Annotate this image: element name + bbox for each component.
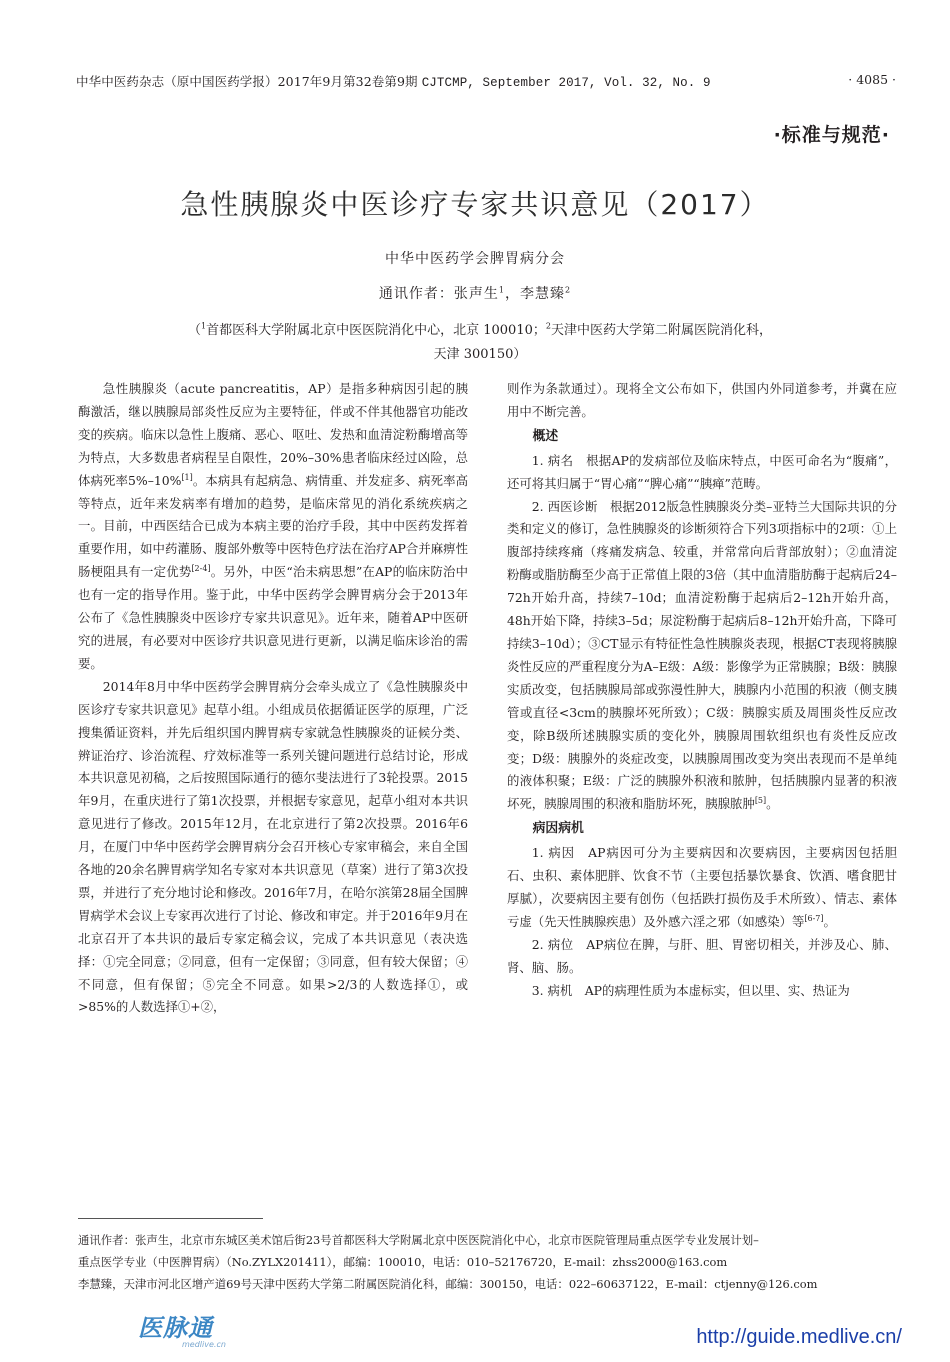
footnote-line: 李慧臻，天津市河北区增产道69号天津中医药大学第二附属医院消化科，邮编：300150，电话：022–60637122，E-mail：ctjenny@126.com	[78, 1277, 818, 1291]
author-line	[0, 283, 950, 303]
paragraph	[507, 496, 897, 817]
text: 。	[766, 796, 779, 812]
paragraph	[78, 378, 468, 676]
author-label: 通讯作者：	[378, 286, 454, 302]
affiliation-1: 首都医科大学附属北京中医医院消化中心，北京 100010；	[206, 323, 546, 338]
section-heading: 概述	[532, 428, 559, 444]
author-affil-sup: 1	[498, 285, 505, 295]
affiliation-2: 天津中医药大学第二附属医院消化科，	[550, 323, 772, 338]
text: 。另外，中医“治未病思想”在AP的临床防治中也有一定的指导作用。鉴于此，中华中医药学会脾胃病分会于2013年公布了《急性胰腺炎中医诊疗专家共识意见》。近年来，随着AP中医研究的进展，有必要对中医诊疗共识意见进行更新，以满足临床诊治的需要。	[78, 564, 468, 671]
text: 。	[823, 913, 836, 929]
affil-bracket: （	[188, 323, 202, 338]
text: 。本病具有起病急、病情重、并发症多、病死率高等特点，近年来发病率有增加的趋势，是临床常见的消化系统疾病之一。目前，中西医结合已成为本病主要的治疗手段，其中中医药发挥着重要作用，如中药灌肠、腹部外敷等中医特色疗法在治疗AP合并麻痹性肠梗阻具有一定优势	[78, 472, 468, 580]
footnote-divider	[78, 1218, 263, 1219]
paragraph: 2. 病位 AP病位在脾，与肝、胆、胃密切相关，并涉及心、肺、肾、脑、肠。	[507, 936, 897, 975]
author-name: 张声生	[453, 286, 499, 302]
citation: [1]	[181, 472, 193, 482]
journal-header	[76, 72, 896, 90]
author-separator: ，	[505, 286, 520, 302]
affil-sup: 2	[545, 321, 551, 331]
column-label: ·标准与规范·	[773, 124, 890, 146]
text: 急性胰腺炎（acute pancreatitis，AP）是指多种病因引起的胰酶激活，继以胰腺局部炎性反应为主要特征，伴或不伴其他器官功能改变的疾病。临床以急性上腹痛、恶心、呕吐、发热和血清淀粉酶增高等为特点，大多数患者病程呈自限性，20%–30%患者临床经过凶险，总体病死率5%–10%	[78, 381, 468, 488]
citation: [6-7]	[804, 913, 824, 923]
citation: [2-4]	[191, 564, 211, 574]
paragraph	[507, 842, 897, 934]
affiliations	[140, 319, 820, 367]
paragraph: 2014年8月中华中医药学会脾胃病分会牵头成立了《急性胰腺炎中医诊疗专家共识意见》起草小组。小组成员依据循证医学的原理，广泛搜集循证资料，并先后组织国内脾胃病专家就急性胰腺炎的证候分类、辨证治疗、诊治流程、疗效标准等一系列关键问题进行总结讨论，形成本共识意见初稿，之后按照国际通行的德尔斐法进行了3轮投票。2015年9月，在重庆进行了第1次投票，并根据专家意见，起草小组对本共识意见进行了修改。2015年12月，在北京进行了第2次投票。2016年6月，在厦门中华中医药学会脾胃病分会召开核心专家审稿会，来自全国各地的20余名脾胃病学知名专家对本共识意见（草案）进行了第3次投票，并进行了充分地讨论和修改。2016年7月，在哈尔滨第28届全国脾胃病学术会议上专家再次进行了讨论、修改和审定。并于2016年9月在北京召开了本共识的最后专家定稿会议，完成了本共识意见（表决选择：①完全同意；②同意，但有一定保留；③同意，但有较大保留；④不同意，但有保留；⑤完全不同意。如果>2/3的人数选择①，或>85%的人数选择①+②，	[78, 678, 468, 1015]
body-column-left	[78, 378, 468, 1019]
footnote-line: 通讯作者：张声生，北京市东城区美术馆后街23号首都医科大学附属北京中医医院消化中心，北京市医院管理局重点医学专业发展计划–	[78, 1233, 759, 1247]
author-affil-sup: 2	[565, 285, 572, 295]
footnotes	[78, 1229, 898, 1295]
page-number: · 4085 ·	[848, 72, 896, 87]
article-title: 急性胰腺炎中医诊疗专家共识意见（2017）	[180, 188, 770, 221]
medlive-logo: 医脉通	[138, 1314, 213, 1342]
organization: 中华中医药学会脾胃病分会	[385, 251, 565, 267]
paragraph: 3. 病机 AP的病理性质为本虚标实，但以里、实、热证为	[531, 982, 850, 998]
section-heading: 病因病机	[532, 821, 584, 837]
body-column-right	[507, 378, 897, 1002]
paragraph: 则作为条款通过）。现将全文公布如下，供国内外同道参考，并冀在应用中不断完善。	[507, 381, 897, 419]
watermark-url[interactable]: http://guide.medlive.cn/	[696, 1326, 902, 1348]
medlive-logo-sub: medlive.cn	[182, 1340, 226, 1349]
paragraph: 1. 病名 根据AP的发病部位及临床特点，中医可命名为“腹痛”，还可将其归属于“胃心痛”“脾心痛”“胰瘅”范畴。	[507, 452, 897, 491]
author-name: 李慧臻	[520, 286, 565, 302]
affiliation-2-city: 天津 300150）	[433, 347, 527, 362]
journal-name-cn: 中华中医药杂志（原中国医药学报）2017年9月第32卷第9期	[76, 74, 418, 89]
journal-name-en: CJTCMP, September 2017, Vol. 32, No. 9	[421, 76, 711, 90]
footnote-line: 重点医学专业（中医脾胃病）（No.ZYLX201411），邮编：100010，电话：010–52176720，E-mail：zhss2000@163.com	[78, 1255, 728, 1269]
text: 2. 西医诊断 根据2012版急性胰腺炎分类–亚特兰大国际共识的分类和定义的修订，急性胰腺炎的诊断须符合下列3项指标中的2项：①上腹部持续疼痛（疼痛发病急、较重，并常常向后背部放射）；②血清淀粉酶或脂肪酶至少高于正常值上限的3倍（其中血清脂肪酶于起病后24–72h开始升高，持续7–10d；血清淀粉酶于起病后2–12h开始升高，48h开始下降，持续3–5d；尿淀粉酶于起病后8–12h开始升高，下降可持续3–10d）；③CT显示有特征性急性胰腺炎表现，根据CT表现将胰腺炎性反应的严重程度分为A–E级：A级：影像学为正常胰腺；B级：胰腺实质改变，包括胰腺局部或弥漫性肿大，胰腺内小范围的积液（侧支胰管或直径<3cm的胰腺坏死所致）；C级：胰腺实质及周围炎性反应改变，除B级所述胰腺实质的变化外，胰腺周围软组织也有炎性反应改变；D级：胰腺外的炎症改变，以胰腺周围改变为突出表现而不是单纯的液体积聚；E级：广泛的胰腺外积液和脓肿，包括胰腺内显著的积液坏死，胰腺周围的积液和脂肪坏死，胰腺脓肿	[507, 498, 897, 812]
citation: [5]	[754, 796, 767, 806]
affil-sup: 1	[201, 321, 207, 331]
text: 1. 病因 AP病因可分为主要病因和次要病因，主要病因包括胆石、虫积、素体肥胖、饮食不节（主要包括暴饮暴食、饮酒、嗜食肥甘厚腻），次要病因主要有创伤（包括跌打损伤及手术所致）、情志、素体亏虚（先天性胰腺疾患）及外感六淫之邪（如感染）等	[507, 845, 897, 929]
